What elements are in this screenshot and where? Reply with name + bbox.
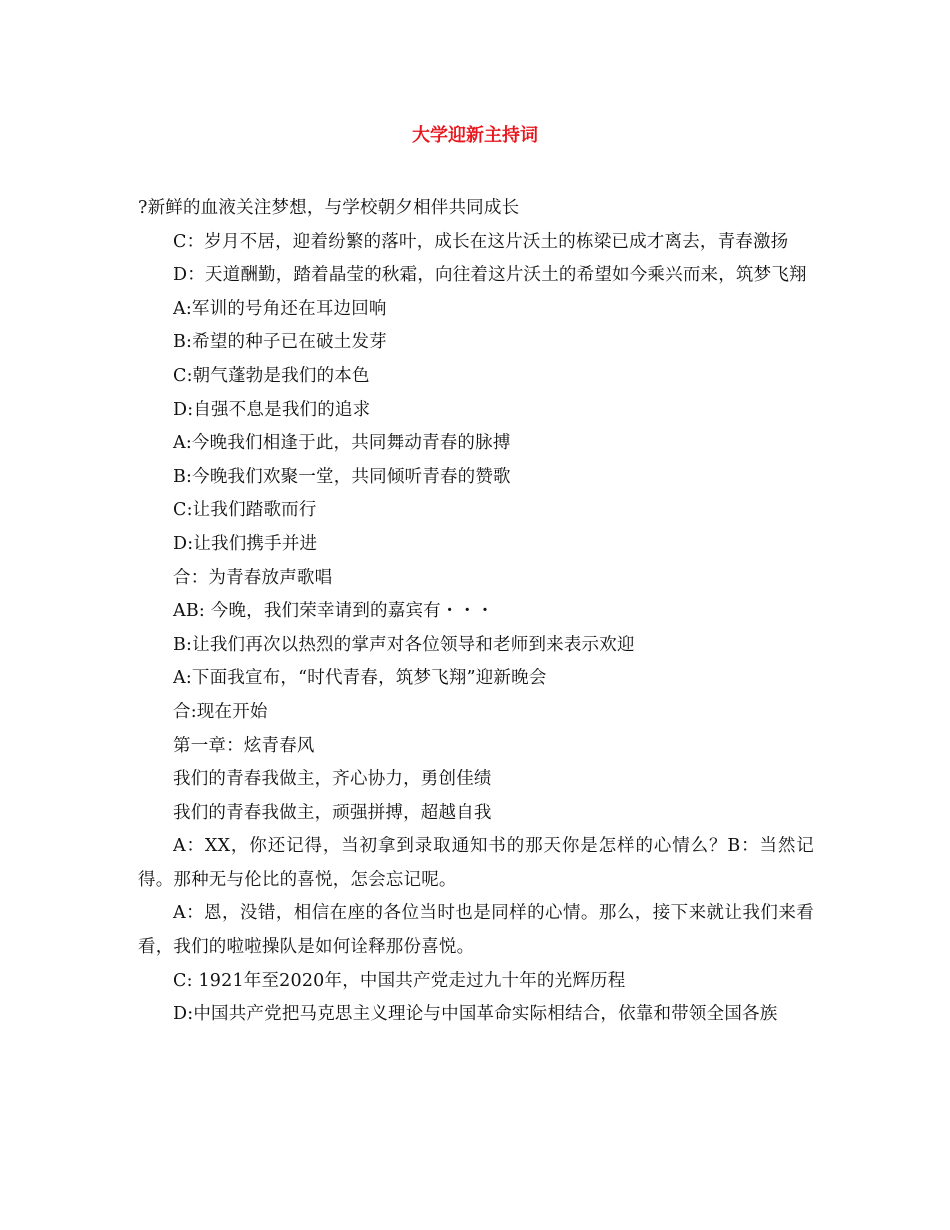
paragraph: A：恩，没错，相信在座的各位当时也是同样的心情。那么，接下来就让我们来看看，我们的啦啦操队是如何诠释那份喜悦。 <box>138 903 814 958</box>
paragraph: D:中国共产党把马克思主义理论与中国革命实际相结合，依靠和带领全国各族 <box>173 1004 778 1025</box>
paragraph: A:今晚我们相逢于此，共同舞动青春的脉搏 <box>173 433 511 454</box>
paragraph: A：XX，你还记得，当初拿到录取通知书的那天你是怎样的心情么？B：当然记得。那种无与伦比的喜悦，怎会忘记呢。 <box>138 836 814 890</box>
paragraph: B:今晚我们欢聚一堂，共同倾听青春的赞歌 <box>173 466 511 487</box>
document-title: 大学迎新主持词 <box>412 125 538 146</box>
paragraph: D：天道酬勤，踏着晶莹的秋霜，向往着这片沃土的希望如今乘兴而来，筑梦飞翔 <box>173 265 807 286</box>
paragraph: AB: 今晚，我们荣幸请到的嘉宾有・・・ <box>173 601 494 622</box>
paragraph: A:军训的号角还在耳边回响 <box>173 298 387 319</box>
paragraph: C：岁月不居，迎着纷繁的落叶，成长在这片沃土的栋梁已成才离去，青春激扬 <box>173 231 789 252</box>
paragraph: 我们的青春我做主，齐心协力，勇创佳绩 <box>173 769 492 790</box>
document-body <box>138 192 814 1032</box>
paragraph: C: 1921年至2020年，中国共产党走过九十年的光辉历程 <box>173 970 626 991</box>
paragraph: 第一章：炫青春风 <box>173 735 315 756</box>
paragraph: 合：为青春放声歌唱 <box>173 567 333 588</box>
paragraph: B:希望的种子已在破土发芽 <box>173 332 387 353</box>
paragraph: ?新鲜的血液关注梦想，与学校朝夕相伴共同成长 <box>138 198 520 218</box>
paragraph: 我们的青春我做主，顽强拼搏，超越自我 <box>173 802 492 823</box>
paragraph: A:下面我宣布，“时代青春，筑梦飞翔”迎新晚会 <box>173 668 547 689</box>
paragraph: 合:现在开始 <box>173 701 268 722</box>
paragraph: D:让我们携手并进 <box>173 533 318 554</box>
paragraph: C:让我们踏歌而行 <box>173 500 317 521</box>
paragraph: C:朝气蓬勃是我们的本色 <box>173 365 370 386</box>
paragraph: D:自强不息是我们的追求 <box>173 399 371 420</box>
paragraph: B:让我们再次以热烈的掌声对各位领导和老师到来表示欢迎 <box>173 634 635 655</box>
